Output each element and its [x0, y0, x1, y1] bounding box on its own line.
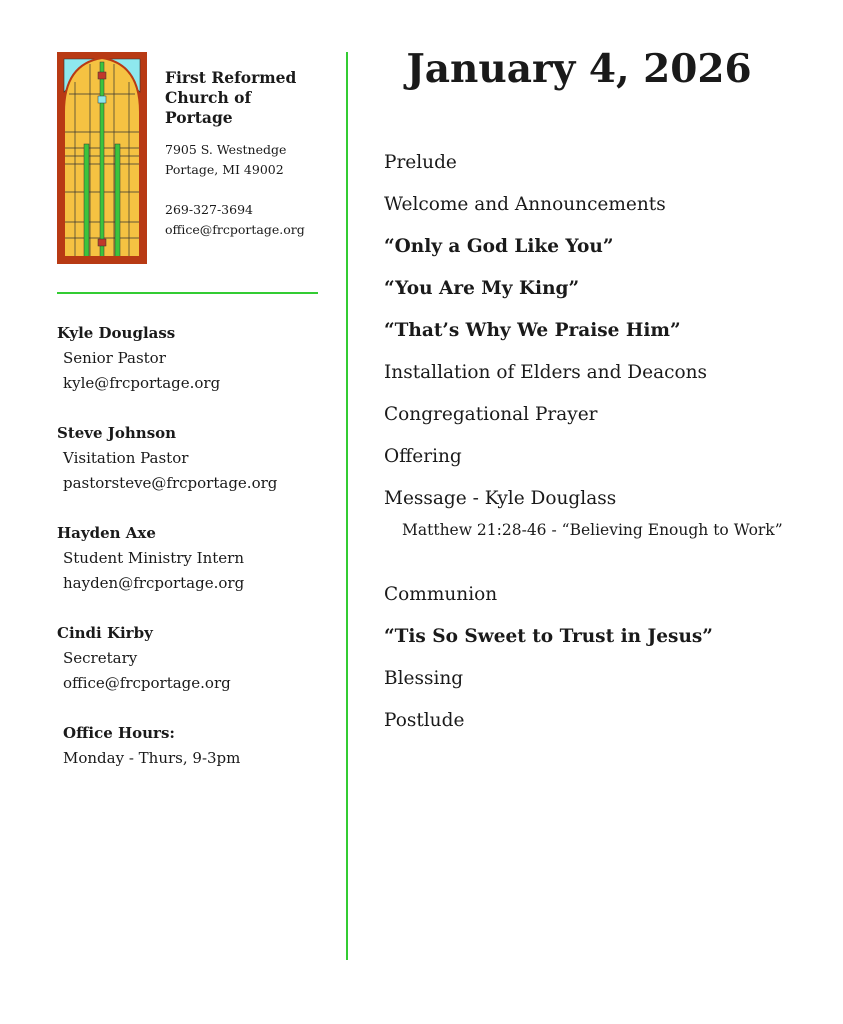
church-info [165, 68, 340, 240]
church-email: office@frcportage.org [165, 222, 305, 237]
worship-item-message: Message - Kyle Douglass [384, 488, 617, 509]
worship-item-offering: Offering [384, 446, 462, 467]
staff-member [57, 521, 337, 596]
staff-member [57, 621, 337, 696]
worship-item-communion: Communion [384, 584, 498, 605]
worship-song: “Only a God Like You” [384, 236, 614, 257]
worship-song: “That’s Why We Praise Him” [384, 320, 681, 341]
order-of-worship [384, 150, 824, 750]
scripture-reference: Matthew 21:28-46 - “Believing Enough to Work” [402, 521, 783, 539]
worship-item-blessing: Blessing [384, 668, 464, 689]
church-phone: 269-327-3694 [165, 202, 253, 217]
staff-email: hayden@frcportage.org [63, 574, 245, 592]
church-address: 7905 S. Westnedge Portage, MI 49002 [165, 142, 287, 177]
staff-member [57, 321, 337, 396]
staff-name: Kyle Douglass [57, 324, 176, 342]
service-date: January 4, 2026 [406, 46, 752, 92]
worship-item-welcome: Welcome and Announcements [384, 194, 666, 215]
staff-email: office@frcportage.org [63, 674, 231, 692]
horizontal-divider [57, 292, 318, 294]
worship-song: “You Are My King” [384, 278, 580, 299]
worship-item-postlude: Postlude [384, 710, 465, 731]
stained-glass-window-logo [57, 52, 147, 264]
worship-song: “Tis So Sweet to Trust in Jesus” [384, 626, 713, 647]
staff-name: Hayden Axe [57, 524, 156, 542]
worship-item-prayer: Congregational Prayer [384, 404, 598, 425]
staff-email: kyle@frcportage.org [63, 374, 221, 392]
church-name: First Reformed Church of Portage [165, 68, 297, 127]
worship-item-installation: Installation of Elders and Deacons [384, 362, 708, 383]
staff-email: pastorsteve@frcportage.org [63, 474, 278, 492]
office-hours [57, 721, 337, 771]
staff-name: Cindi Kirby [57, 624, 153, 642]
staff-title: Secretary [63, 649, 138, 667]
staff-name: Steve Johnson [57, 424, 177, 442]
staff-title: Student Ministry Intern [63, 549, 244, 567]
church-contact [165, 200, 340, 240]
office-hours-label: Office Hours: [63, 724, 175, 742]
vertical-divider [346, 52, 348, 960]
staff-member [57, 421, 337, 496]
staff-title: Visitation Pastor [63, 449, 189, 467]
staff-list [57, 321, 337, 771]
worship-item-prelude: Prelude [384, 152, 457, 173]
office-hours-value: Monday - Thurs, 9-3pm [63, 749, 241, 767]
staff-title: Senior Pastor [63, 349, 166, 367]
